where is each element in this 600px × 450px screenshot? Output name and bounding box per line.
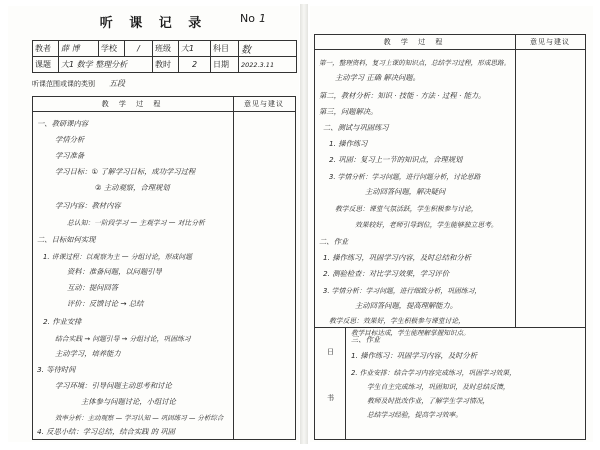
note-line: 二、作业 [319,237,349,246]
note-line: 二、测试与巩固练习 [323,123,389,132]
side-column-divider [345,327,346,439]
note-line: 资料：准备问题，以问题引导 [67,267,162,276]
note-line: 互动：提问回答 [67,283,119,292]
right-page [310,6,593,442]
note-line: 2. 巩固：复习上一节的知识点，合理规划 [329,155,463,164]
note-line: 教学反思：课堂气氛活跃，学生积极参与讨论， [335,205,478,213]
record-title: 听 课 记 录 [99,16,208,31]
record-number-label: No [240,12,255,25]
note-line: 2. 测验检查：对比学习效果，学习评价 [323,269,450,278]
side-label-b: 书 [327,394,334,402]
comment-header: 意见与建议 [515,35,585,50]
note-line: 总结学习经验，提高学习效率。 [367,411,463,419]
note-line: 总认知：一阶段学习 — 主观学习 — 对比分析 [67,219,205,227]
class-value: 大1 [179,41,211,57]
note-line: 二、目标如何实现 [37,235,96,244]
note-line: 效率分析：主动观察 — 学习认知 — 巩固练习 — 分析综合 [55,414,224,422]
note-line: 学习目标：① 了解学习目标，成功学习过程 [55,167,196,176]
scope-value: 五段 [109,79,125,88]
note-line: 主动学习 正确 解决问题。 [335,73,420,82]
school-label: 学校 [99,41,125,57]
note-line: 三、作业 [351,335,381,344]
left-page [8,6,299,442]
time-value: 2 [179,57,211,73]
right-process-box [314,34,586,440]
note-line: 1. 操作练习：巩固学习内容，及时分析 [351,351,478,360]
teacher-label: 教者 [33,41,59,57]
process-header: 教 学 过 程 [33,97,233,112]
note-line: 教学目标达成，学生能理解掌握知识点。 [351,329,470,337]
note-line: 3. 学情分析：学习问题，进行问题分析，讨论思路 [329,173,481,181]
book-spine [300,4,308,444]
topic-label: 课题 [33,57,59,73]
note-line: 2. 作业安排：结合学习内容完成练习，巩固学习效果， [351,369,516,377]
note-line: 主动学习，培养能力 [55,349,121,358]
note-line: 学情分析 [55,135,85,144]
note-line: 教师及时批改作业，了解学生学习情况， [367,397,490,405]
note-line: 评价：反馈讨论 → 总结 [67,299,144,308]
note-line: ② 主动观察，合理规划 [95,183,170,192]
record-number [240,12,266,25]
class-label: 班级 [153,41,179,57]
note-line: 1. 操作练习 [329,139,368,148]
section-divider [315,327,585,328]
info-table [32,40,297,73]
side-label-a: 日 [327,348,334,356]
note-line: 主体参与问题讨论，小组讨论 [81,397,176,406]
note-line: 主动回答问题，提高理解能力。 [355,301,458,310]
note-line: 学习准备 [55,151,85,160]
note-line: 3. 学情分析：学习问题，进行细致分析，巩固练习， [323,287,482,295]
note-line: 主动回答问题，解决疑问 [365,187,446,196]
comment-header: 意见与建议 [233,97,295,112]
note-line: 效果较好，老师引导到位，学生能够独立思考。 [355,221,498,229]
scope-row [32,78,296,89]
note-line: 第一，整理资料，复习上课的知识点，总结学习过程，形成思路。 [319,59,511,67]
date-value: 2022.3.11 [239,57,297,73]
note-line: 学生自主完成练习，巩固知识，及时总结反馈， [367,383,510,391]
column-divider [233,97,234,439]
note-line: 结合实践 → 问题引导 → 分组讨论，巩固练习 [55,335,191,343]
note-line: 1. 操作练习，巩固学习内容，及时总结和分析 [323,253,471,262]
note-line: 3. 等待时间 [37,365,76,374]
topic-value: 大1 数学 整理分析 [59,57,153,73]
note-line: 2. 作业安排 [43,317,82,326]
note-line: 一、教研课内容 [37,119,89,128]
subject-label: 科目 [211,41,239,57]
left-process-box [32,96,296,440]
time-label: 教时 [153,57,179,73]
teacher-value: 薛 博 [59,41,99,57]
note-line: 4. 反思小结：学习总结，结合实践 的 巩固 [37,427,175,436]
date-label: 日期 [211,57,239,73]
school-value: / [125,41,153,57]
column-divider [515,35,516,327]
note-line: 第二，教材分析：知识 · 技能 · 方法 · 过程 · 能力。 [319,91,486,100]
note-line: 学习内容：教材内容 [55,201,121,210]
note-line: 学习环境：引导问题主动思考和讨论 [55,381,172,390]
note-line: 教学反思：效果好，学生积极参与课堂讨论， [329,317,465,325]
record-number-value: 1 [258,12,266,25]
note-line: 第三，问题解决。 [319,107,378,116]
subject-value: 数 [239,41,297,57]
note-line: 1. 讲课过程：以观察为主 — 分组讨论，形成问题 [43,253,192,261]
process-header: 教 学 过 程 [315,35,515,50]
scope-label: 听课范围或课的类别 [32,80,95,88]
